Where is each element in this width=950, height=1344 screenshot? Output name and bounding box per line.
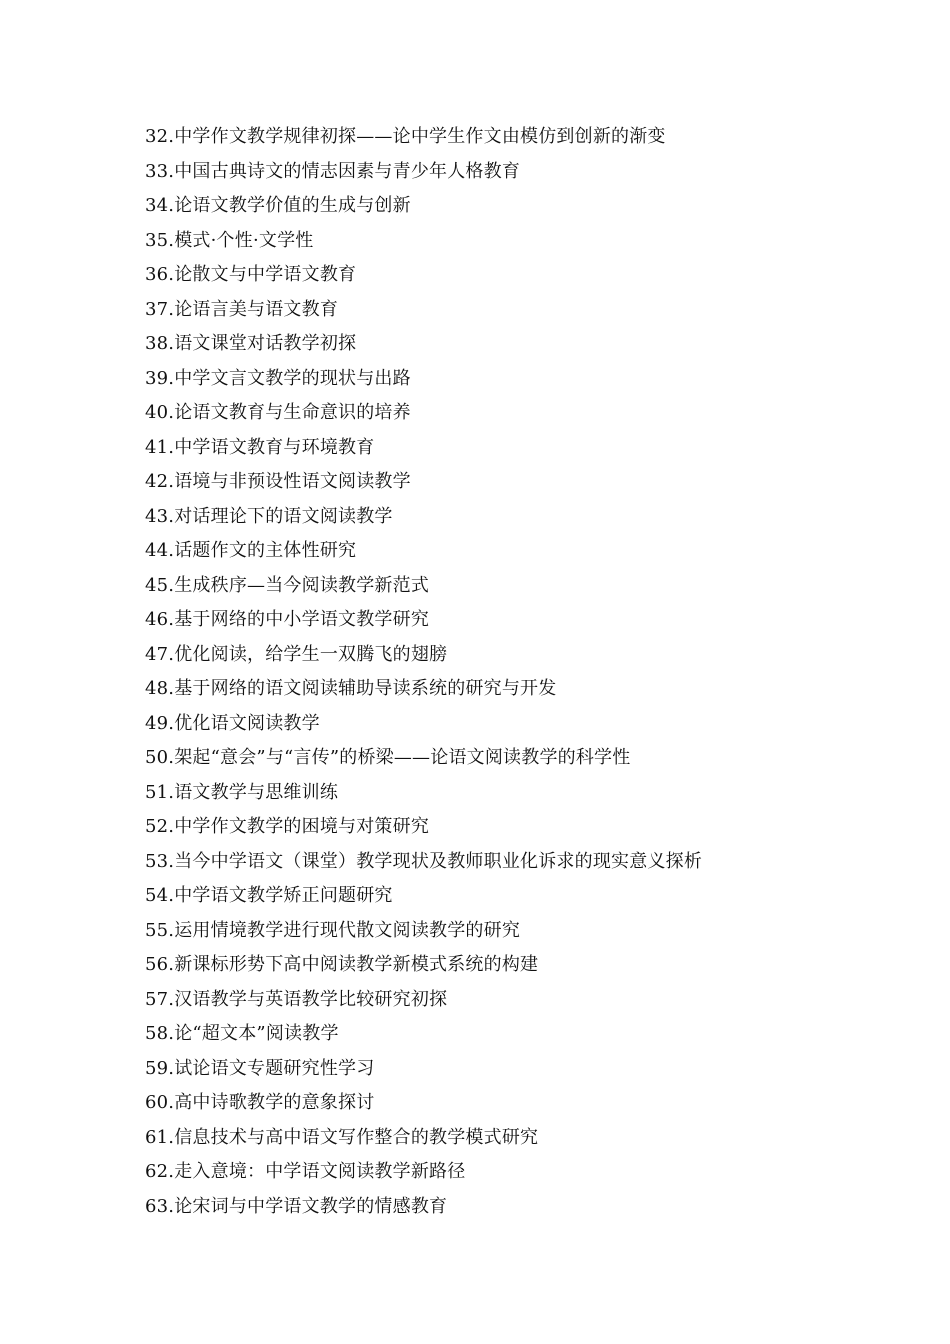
- item-number: 34.: [145, 195, 175, 216]
- list-item: [145, 1155, 905, 1190]
- item-title: 试论语文专题研究性学习: [174, 1057, 375, 1079]
- item-number: 40.: [145, 402, 175, 423]
- item-title: 语境与非预设性语文阅读教学: [174, 471, 411, 492]
- item-title: 模式·个性·文学性: [174, 229, 314, 251]
- list-item: [145, 638, 905, 673]
- item-title: 基于网络的中小学语文教学研究: [174, 609, 430, 630]
- item-number: 42.: [145, 471, 175, 492]
- list-item: [145, 500, 905, 535]
- list-item: [145, 293, 905, 328]
- item-title: 中学作文教学规律初探——论中学生作文由模仿到创新的渐变: [174, 126, 666, 147]
- item-number: 47.: [145, 643, 175, 665]
- item-number: 51.: [145, 781, 175, 803]
- list-item: [145, 569, 905, 604]
- list-item: [145, 362, 905, 397]
- item-number: 36.: [145, 264, 175, 285]
- item-title: 论语言美与语文教育: [174, 298, 339, 320]
- list-item: [145, 1086, 905, 1121]
- list-item: [145, 258, 905, 293]
- list-item: [145, 1121, 905, 1156]
- item-number: 60.: [145, 1092, 175, 1113]
- item-title: 语文课堂对话教学初探: [174, 333, 357, 354]
- item-title: 当今中学语文（课堂）教学现状及教师职业化诉求的现实意义探析: [174, 850, 703, 872]
- item-number: 49.: [145, 712, 175, 734]
- item-number: 44.: [145, 540, 175, 561]
- item-number: 62.: [145, 1161, 175, 1182]
- item-number: 56.: [145, 954, 175, 975]
- item-title: 优化语文阅读教学: [174, 712, 320, 734]
- item-title: 运用情境教学进行现代散文阅读教学的研究: [174, 919, 521, 941]
- item-title: 中学语文教学矫正问题研究: [174, 885, 393, 906]
- item-title: 架起“意会”与“言传”的桥梁——论语文阅读教学的科学性: [174, 747, 631, 768]
- list-item: [145, 983, 905, 1018]
- item-number: 58.: [145, 1023, 175, 1044]
- item-title: 语文教学与思维训练: [174, 781, 339, 803]
- item-title: 论“超文本”阅读教学: [174, 1023, 339, 1044]
- item-title: 走入意境：中学语文阅读教学新路径: [174, 1161, 466, 1182]
- list-item: [145, 707, 905, 742]
- item-number: 35.: [145, 229, 175, 251]
- list-item: [145, 1190, 905, 1225]
- item-title: 高中诗歌教学的意象探讨: [174, 1092, 375, 1113]
- item-title: 信息技术与高中语文写作整合的教学模式研究: [174, 1126, 539, 1148]
- item-title: 对话理论下的语文阅读教学: [174, 505, 393, 527]
- list-item: [145, 914, 905, 949]
- list-item: [145, 224, 905, 259]
- item-title: 中国古典诗文的情志因素与青少年人格教育: [174, 160, 521, 182]
- item-title: 话题作文的主体性研究: [174, 540, 357, 561]
- item-title: 论语文教育与生命意识的培养: [174, 402, 411, 423]
- list-item: [145, 534, 905, 569]
- item-title: 中学语文教育与环境教育: [174, 436, 375, 458]
- item-title: 基于网络的语文阅读辅助导读系统的研究与开发: [174, 678, 557, 699]
- item-number: 38.: [145, 333, 175, 354]
- list-item: [145, 879, 905, 914]
- item-number: 41.: [145, 436, 175, 458]
- list-item: [145, 845, 905, 880]
- item-title: 论宋词与中学语文教学的情感教育: [174, 1195, 448, 1217]
- topic-list: [145, 120, 905, 1224]
- item-number: 59.: [145, 1057, 175, 1079]
- list-item: [145, 431, 905, 466]
- list-item: [145, 155, 905, 190]
- list-item: [145, 948, 905, 983]
- list-item: [145, 120, 905, 155]
- item-title: 中学文言文教学的现状与出路: [174, 367, 411, 389]
- list-item: [145, 603, 905, 638]
- item-number: 39.: [145, 367, 175, 389]
- item-number: 63.: [145, 1195, 175, 1217]
- list-item: [145, 672, 905, 707]
- list-item: [145, 327, 905, 362]
- item-title: 论语文教学价值的生成与创新: [174, 195, 411, 216]
- item-number: 61.: [145, 1126, 175, 1148]
- list-item: [145, 1052, 905, 1087]
- item-number: 55.: [145, 919, 175, 941]
- item-title: 新课标形势下高中阅读教学新模式系统的构建: [174, 954, 539, 975]
- item-number: 32.: [145, 126, 175, 147]
- list-item: [145, 810, 905, 845]
- item-number: 52.: [145, 816, 175, 837]
- item-number: 54.: [145, 885, 175, 906]
- item-number: 48.: [145, 678, 175, 699]
- list-item: [145, 396, 905, 431]
- item-title: 中学作文教学的困境与对策研究: [174, 816, 430, 837]
- item-title: 生成秩序—当今阅读教学新范式: [174, 574, 430, 596]
- list-item: [145, 189, 905, 224]
- item-number: 33.: [145, 160, 175, 182]
- item-number: 57.: [145, 988, 175, 1010]
- item-title: 汉语教学与英语教学比较研究初探: [174, 988, 448, 1010]
- list-item: [145, 465, 905, 500]
- item-number: 53.: [145, 850, 175, 872]
- item-number: 37.: [145, 298, 175, 320]
- list-item: [145, 1017, 905, 1052]
- item-number: 45.: [145, 574, 175, 596]
- item-number: 43.: [145, 505, 175, 527]
- item-number: 46.: [145, 609, 175, 630]
- item-title: 论散文与中学语文教育: [174, 264, 357, 285]
- item-title: 优化阅读，给学生一双腾飞的翅膀: [174, 643, 448, 665]
- list-item: [145, 741, 905, 776]
- item-number: 50.: [145, 747, 175, 768]
- list-item: [145, 776, 905, 811]
